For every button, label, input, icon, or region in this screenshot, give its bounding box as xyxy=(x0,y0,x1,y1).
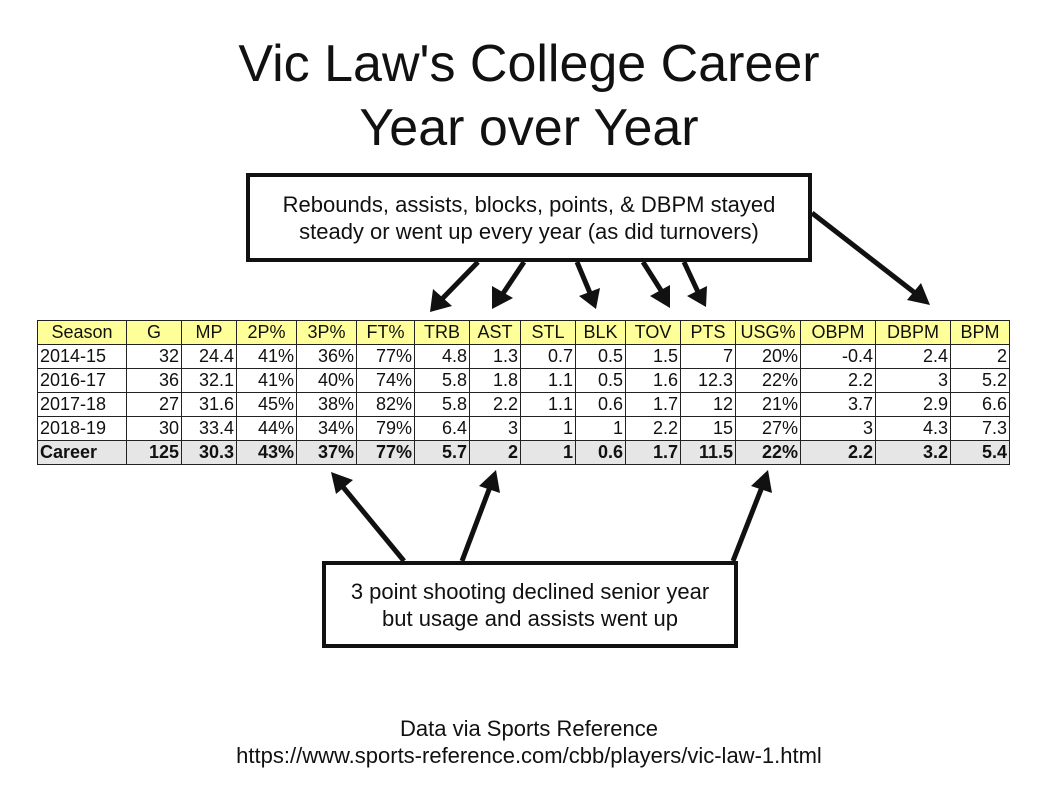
stat-cell: 3 xyxy=(801,417,876,441)
column-header: G xyxy=(127,321,182,345)
stat-cell: 5.8 xyxy=(415,369,470,393)
stat-cell: 1.3 xyxy=(470,345,521,369)
stat-cell: 2 xyxy=(470,441,521,465)
stat-cell: -0.4 xyxy=(801,345,876,369)
column-header: DBPM xyxy=(876,321,951,345)
source-url: https://www.sports-reference.com/cbb/players/vic-law-1.html xyxy=(236,743,822,768)
stat-cell: 3 xyxy=(876,369,951,393)
stat-cell: 32 xyxy=(127,345,182,369)
stat-cell: 4.3 xyxy=(876,417,951,441)
column-header: TOV xyxy=(626,321,681,345)
column-header: TRB xyxy=(415,321,470,345)
arrow-to-3p xyxy=(343,487,404,561)
stat-cell: 2.2 xyxy=(626,417,681,441)
stat-cell: 40% xyxy=(297,369,357,393)
season-row xyxy=(38,369,1010,393)
stat-cell: 1.7 xyxy=(626,393,681,417)
stat-cell: 43% xyxy=(237,441,297,465)
table-body xyxy=(38,345,1010,465)
arrowhead-usg xyxy=(751,470,772,493)
stat-cell: 1.7 xyxy=(626,441,681,465)
stat-cell: 3.7 xyxy=(801,393,876,417)
stat-cell: 38% xyxy=(297,393,357,417)
source-credit xyxy=(0,715,1058,769)
stat-cell: 44% xyxy=(237,417,297,441)
arrowhead-dbpm xyxy=(907,283,930,305)
stat-cell: 12.3 xyxy=(681,369,736,393)
source-line: Data via Sports Reference xyxy=(399,716,659,741)
season-cell: Career xyxy=(38,441,127,465)
stat-cell: 1.8 xyxy=(470,369,521,393)
callout-top-line-2: steady or went up every year (as did turnovers) xyxy=(299,218,759,244)
column-header: USG% xyxy=(736,321,801,345)
arrowhead-pts xyxy=(687,286,707,307)
arrowhead-3p xyxy=(331,472,353,494)
arrowhead-blk xyxy=(579,288,600,309)
arrow-to-ast xyxy=(502,262,524,295)
stat-cell: 1 xyxy=(576,417,626,441)
stat-cell: 0.6 xyxy=(576,393,626,417)
arrow-to-ast-career xyxy=(462,487,490,561)
arrow-to-usg xyxy=(733,487,762,561)
stat-cell: 3.2 xyxy=(876,441,951,465)
title-line-1: Vic Law's College Career xyxy=(238,35,820,93)
stat-cell: 6.4 xyxy=(415,417,470,441)
arrow-to-dbpm xyxy=(812,213,915,293)
season-cell: 2014-15 xyxy=(38,345,127,369)
season-cell: 2016-17 xyxy=(38,369,127,393)
stat-cell: 1 xyxy=(521,417,576,441)
stat-cell: 4.8 xyxy=(415,345,470,369)
stat-cell: 11.5 xyxy=(681,441,736,465)
stat-cell: 15 xyxy=(681,417,736,441)
stat-cell: 5.8 xyxy=(415,393,470,417)
column-header: 2P% xyxy=(237,321,297,345)
chart-title xyxy=(0,32,1058,160)
column-header: OBPM xyxy=(801,321,876,345)
stat-cell: 0.5 xyxy=(576,345,626,369)
stat-cell: 1 xyxy=(521,441,576,465)
stat-cell: 2.4 xyxy=(876,345,951,369)
arrow-to-pts xyxy=(684,262,698,292)
stat-cell: 31.6 xyxy=(182,393,237,417)
stat-cell: 34% xyxy=(297,417,357,441)
stat-cell: 37% xyxy=(297,441,357,465)
stat-cell: 2 xyxy=(951,345,1010,369)
stat-cell: 0.6 xyxy=(576,441,626,465)
stat-cell: 5.4 xyxy=(951,441,1010,465)
stat-cell: 125 xyxy=(127,441,182,465)
column-header: STL xyxy=(521,321,576,345)
column-header: AST xyxy=(470,321,521,345)
stat-cell: 3 xyxy=(470,417,521,441)
stat-cell: 0.7 xyxy=(521,345,576,369)
stat-cell: 20% xyxy=(736,345,801,369)
callout-bottom-line-1: 3 point shooting declined senior year xyxy=(350,578,710,604)
arrowhead-tov xyxy=(650,285,670,308)
stat-cell: 2.2 xyxy=(801,441,876,465)
stat-cell: 7 xyxy=(681,345,736,369)
stat-cell: 41% xyxy=(237,369,297,393)
career-row xyxy=(38,441,1010,465)
stats-table xyxy=(37,320,1010,465)
stat-cell: 77% xyxy=(357,345,415,369)
stat-cell: 0.5 xyxy=(576,369,626,393)
stat-cell: 21% xyxy=(736,393,801,417)
stat-cell: 5.7 xyxy=(415,441,470,465)
column-header: MP xyxy=(182,321,237,345)
stat-cell: 6.6 xyxy=(951,393,1010,417)
stat-cell: 30.3 xyxy=(182,441,237,465)
stat-cell: 79% xyxy=(357,417,415,441)
stat-cell: 2.2 xyxy=(470,393,521,417)
column-header: FT% xyxy=(357,321,415,345)
column-header: BPM xyxy=(951,321,1010,345)
season-row xyxy=(38,345,1010,369)
stat-cell: 74% xyxy=(357,369,415,393)
stat-cell: 27% xyxy=(736,417,801,441)
arrow-to-trb xyxy=(440,262,478,301)
title-line-2: Year over Year xyxy=(359,99,699,157)
stat-cell: 77% xyxy=(357,441,415,465)
column-header: BLK xyxy=(576,321,626,345)
season-cell: 2017-18 xyxy=(38,393,127,417)
stat-cell: 22% xyxy=(736,369,801,393)
column-header: Season xyxy=(38,321,127,345)
stat-cell: 22% xyxy=(736,441,801,465)
stat-cell: 45% xyxy=(237,393,297,417)
stat-cell: 2.2 xyxy=(801,369,876,393)
stat-cell: 30 xyxy=(127,417,182,441)
stat-cell: 82% xyxy=(357,393,415,417)
stat-cell: 1.1 xyxy=(521,369,576,393)
column-header: PTS xyxy=(681,321,736,345)
callout-box-top xyxy=(246,173,812,262)
season-cell: 2018-19 xyxy=(38,417,127,441)
stat-cell: 36 xyxy=(127,369,182,393)
stat-cell: 1.1 xyxy=(521,393,576,417)
callout-bottom-line-2: but usage and assists went up xyxy=(382,605,678,631)
stat-cell: 1.5 xyxy=(626,345,681,369)
stat-cell: 2.9 xyxy=(876,393,951,417)
season-row xyxy=(38,393,1010,417)
callout-box-bottom xyxy=(322,561,738,648)
stat-cell: 1.6 xyxy=(626,369,681,393)
stat-cell: 27 xyxy=(127,393,182,417)
arrow-to-blk xyxy=(577,262,590,293)
stat-cell: 36% xyxy=(297,345,357,369)
season-row xyxy=(38,417,1010,441)
arrow-to-tov xyxy=(643,262,662,292)
stat-cell: 24.4 xyxy=(182,345,237,369)
column-header: 3P% xyxy=(297,321,357,345)
stat-cell: 32.1 xyxy=(182,369,237,393)
stat-cell: 5.2 xyxy=(951,369,1010,393)
stat-cell: 7.3 xyxy=(951,417,1010,441)
callout-top-line-1: Rebounds, assists, blocks, points, & DBPM stayed xyxy=(282,191,776,217)
stat-cell: 33.4 xyxy=(182,417,237,441)
arrowhead-ast xyxy=(492,286,513,309)
stat-cell: 41% xyxy=(237,345,297,369)
arrowhead-ast-career xyxy=(479,470,500,493)
arrowhead-trb xyxy=(430,289,452,312)
header-row xyxy=(38,321,1010,345)
stat-cell: 12 xyxy=(681,393,736,417)
